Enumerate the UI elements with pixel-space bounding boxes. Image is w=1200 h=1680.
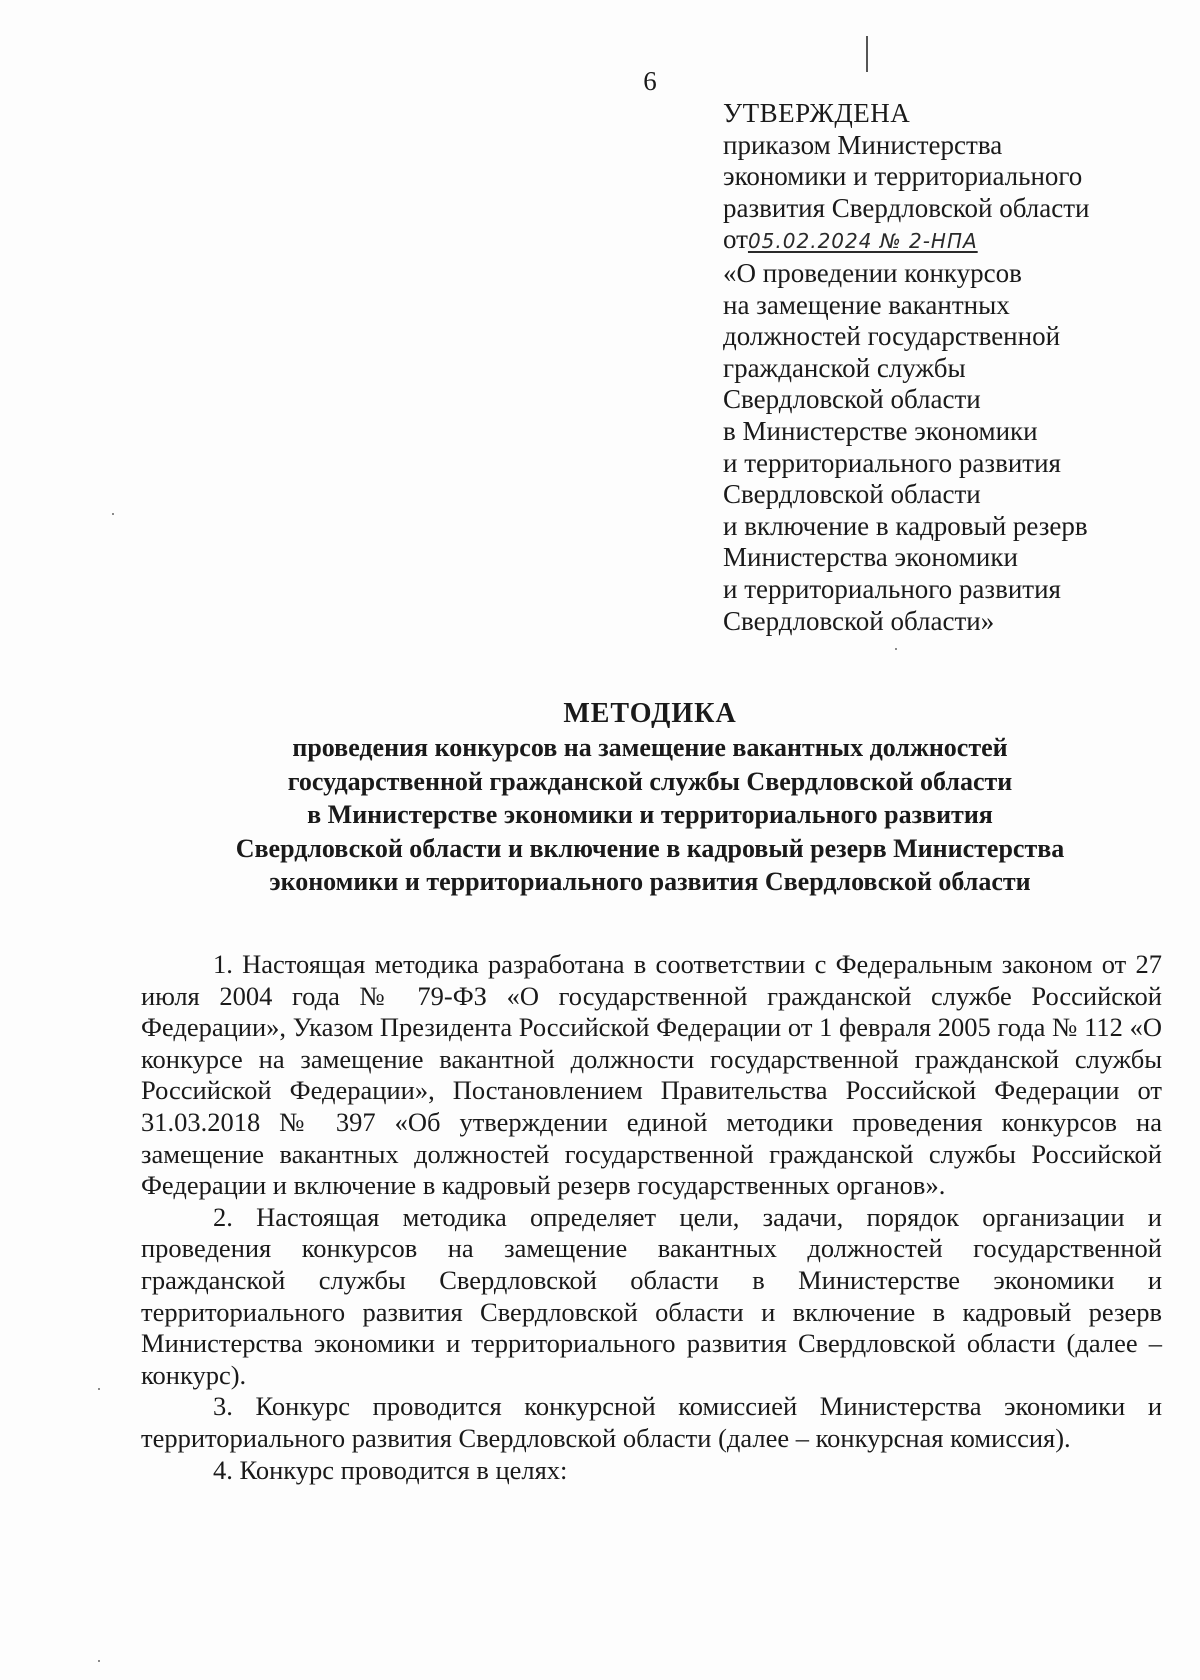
order-date-number xyxy=(723,224,1163,258)
paragraph-2: 2. Настоящая методика определяет цели, задачи, порядок организации и проведения конкурсов на замещение вакантных должностей государственной гражданской службы Свердловской области в Министерстве экономики и территориального развития Свердловской области и включение в кадровый резерв Министерства экономики и территориального развития Свердловской области (далее – конкурс). xyxy=(141,1201,1162,1390)
order-title-line: на замещение вакантных xyxy=(723,289,1010,320)
scan-artifact xyxy=(895,648,897,650)
paragraph-1: 1. Настоящая методика разработана в соответствии с Федеральным законом от 27 июля 2004 года № 79-ФЗ «О государственной гражданской службе Российской Федерации», Указом Президента Российской Федерации от 1 февраля 2005 года № 112 «О конкурсе на замещение вакантной должности государственной гражданской службы Российской Федерации», Постановлением Правительства Российской Федерации от 31.03.2018 № 397 «Об утверждении единой методики проведения конкурсов на замещение вакантных должностей государственной гражданской службы Российской Федерации и включение в кадровый резерв государственных органов». xyxy=(141,949,1162,1201)
order-title-line: и территориального развития xyxy=(723,573,1061,604)
scan-artifact xyxy=(98,1388,100,1390)
order-title-line: «О проведении конкурсов xyxy=(723,257,1022,288)
document-subtitle-line: в Министерстве экономики и территориального развития xyxy=(307,800,993,830)
approval-line: экономики и территориального xyxy=(723,161,1083,192)
handwritten-order-number: 05.02.2024 № 2-НПА xyxy=(747,229,978,254)
paragraph-3: 3. Конкурс проводится конкурсной комиссией Министерства экономики и территориального развития Свердловской области (далее – конкурсная комиссия). xyxy=(141,1391,1162,1453)
order-prefix: от xyxy=(723,224,748,255)
document-title-block xyxy=(150,697,1150,899)
approval-line: приказом Министерства xyxy=(723,129,1003,160)
paragraph-4: 4. Конкурс проводится в целях: xyxy=(213,1454,568,1485)
order-title-line: Министерства экономики xyxy=(723,542,1018,573)
order-title-line: должностей государственной xyxy=(723,321,1061,352)
approval-heading: УТВЕРЖДЕНА xyxy=(723,98,911,128)
approval-line: развития Свердловской области xyxy=(723,192,1090,223)
order-title-line: Свердловской области xyxy=(723,384,981,415)
document-subtitle-line: экономики и территориального развития Свердловской области xyxy=(269,867,1031,897)
order-title-line: гражданской службы xyxy=(723,352,966,383)
page-number: 6 xyxy=(643,66,657,96)
order-title-line: и территориального развития xyxy=(723,447,1061,478)
approval-block xyxy=(723,98,1163,637)
document-subtitle-line: Свердловской области и включение в кадровый резерв Министерства xyxy=(235,833,1065,863)
document-subtitle-line: проведения конкурсов на замещение вакантных должностей xyxy=(292,733,1008,762)
scan-artifact xyxy=(98,1660,100,1662)
document-body xyxy=(141,949,1162,1486)
document-subtitle-line: государственной гражданской службы Свердловской области xyxy=(287,766,1013,796)
order-title-line: в Министерстве экономики xyxy=(723,415,1038,446)
scan-artifact xyxy=(112,513,114,515)
order-title-line: и включение в кадровый резерв xyxy=(723,510,1088,541)
order-title-line: Свердловской области» xyxy=(723,605,995,636)
order-title-line: Свердловской области xyxy=(723,479,981,510)
document-title: МЕТОДИКА xyxy=(563,698,737,729)
